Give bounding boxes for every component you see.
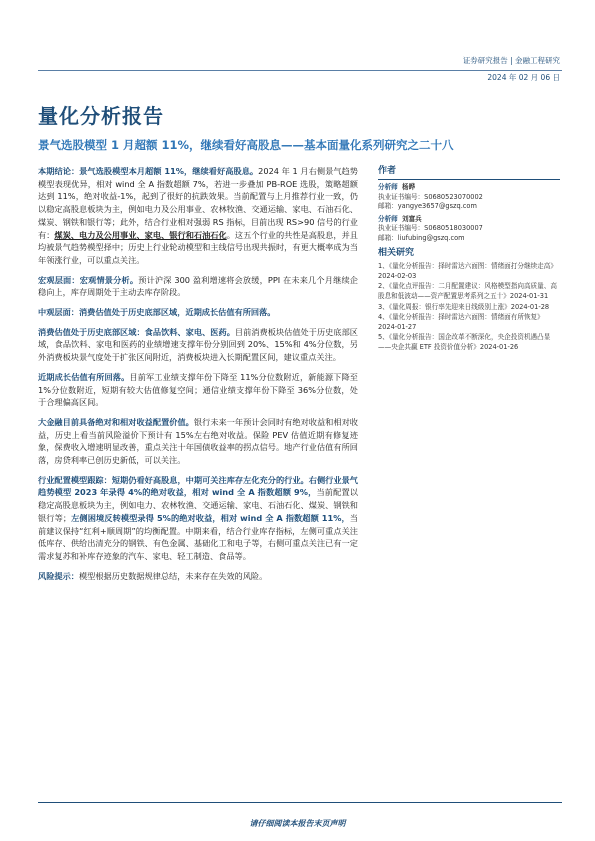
main-body bbox=[38, 165, 358, 589]
right-model-text: 当前配置以稳定高股息板块为主，例如电力、农林牧渔、交通运输、家电、石油石化、煤炭、钢铁和银行等； bbox=[38, 487, 358, 523]
paragraph-risk bbox=[38, 570, 358, 583]
header-divider bbox=[38, 70, 562, 71]
footer-divider bbox=[38, 802, 562, 803]
related-report[interactable]: 3、《量化周报：银行率先迎来日线级别上涨》2024-01-28 bbox=[378, 302, 550, 311]
consumer-text: 目前消费板块估值处于历史底部区域，食品饮料、家电和医药的业绩增速支撑年份分别回到 20%、15%和 4%分位数，另外消费板块景气度处于扩张区间附近，消费板块进入长期配置区间，建议重点关注。 bbox=[38, 326, 358, 363]
related-report[interactable]: 1、《量化分析报告：择时雷达六面图：情绪面打分继续走高》2024-02-03 bbox=[378, 262, 557, 280]
paragraph-meso bbox=[38, 306, 358, 319]
analyst-label: 分析师 bbox=[378, 214, 398, 223]
paragraph-macro bbox=[38, 274, 358, 299]
cert-label: 执业证书编号： bbox=[378, 192, 425, 201]
related-report[interactable]: 4、《量化分析报告：择时雷达六面图：情绪面有所恢复》2024-01-27 bbox=[378, 313, 544, 331]
macro-text: 预计沪深 300 盈利增速将会放缓，PPI 在未来几个月继续企稳向上，库存周期处于主动去库存阶段。 bbox=[38, 274, 358, 298]
authors-title: 作者 bbox=[378, 165, 560, 180]
consumer-heading: 消费估值处于历史底部区域：食品饮料、家电、医药。 bbox=[38, 326, 235, 337]
author-email[interactable]: yangye3657@gszq.com bbox=[397, 202, 477, 211]
paragraph-industry-model bbox=[38, 474, 358, 563]
cert-number: S0680518030007 bbox=[424, 224, 483, 233]
report-category: 证券研究报告 | 金融工程研究 bbox=[462, 56, 560, 65]
cert-number: S0680523070002 bbox=[424, 192, 483, 201]
macro-heading: 宏观层面：宏观情景分析。 bbox=[38, 274, 139, 285]
email-label: 邮箱： bbox=[378, 233, 398, 242]
analyst-label: 分析师 bbox=[378, 183, 398, 192]
author-block bbox=[378, 215, 560, 244]
risk-heading: 风险提示： bbox=[38, 570, 79, 581]
growth-heading: 近期成长估值有所回落。 bbox=[38, 371, 130, 382]
growth-text: 目前军工业绩支撑年份下降至 11%分位数附近，新能源下降至 1%分位数附近，短期有较大估值修复空间；通信业绩支撑年份下降至 36%分位数，处于合理偏高区间。 bbox=[38, 371, 358, 408]
author-block bbox=[378, 183, 560, 212]
paragraph-conclusion bbox=[38, 165, 358, 267]
related-report[interactable]: 2、《量化点评报告：二月配置建议：风格模型指向高质量、高股息和低波动——资产配置思考系列之五十》2024-01-31 bbox=[378, 282, 557, 301]
meso-heading: 中观层面：消费估值处于历史底部区域，近期成长估值有所回落。 bbox=[38, 307, 276, 318]
paragraph-finance bbox=[38, 416, 358, 467]
author-email[interactable]: liufubing@gszq.com bbox=[397, 233, 465, 242]
right-model-result: 右侧行业景气趋势模型 2023 年录得 4%的绝对收益，相对 wind 全 A 指数超额 9%， bbox=[38, 474, 358, 498]
footer-disclaimer: 请仔细阅读本报告末页声明 bbox=[249, 819, 346, 828]
author-name: 杨晔 bbox=[401, 183, 416, 192]
conclusion-text-tail: 。这五个行业的共性是高股息，并且均被景气趋势模型择中；历史上行业轮动模型和主线信号出现共振时，有更大概率成为当年领涨行业，可以重点关注。 bbox=[38, 229, 358, 265]
risk-text: 模型根据历史数据规律总结，未来存在失效的风险。 bbox=[78, 570, 268, 581]
conclusion-text: 2024 年 1 月右侧景气趋势模型表现优异，相对 wind 全 A 指数超额 7%，若进一步叠加 PB-ROE 选股，策略超额达到 11%，绝对收益-1%，起到了很好的抗跌效果。当前配置与上月推荐行业一致，仍以稳定高股息板块为主，例如电力及公用事业、农林牧渔、交通运输、家电、石油石化、煤炭、钢铁和银行等；此外，结合行业相对强弱 RS 指标，目前出现 RS>90 信号的行业有： bbox=[38, 166, 358, 240]
related-report[interactable]: 5、《量化分析报告：国企改革不断深化，央企投资机遇凸显——央企共赢 ETF 投资价值分析》2024-01-26 bbox=[378, 333, 551, 351]
finance-heading: 大金融目前具备绝对和相对收益配置价值。 bbox=[38, 416, 194, 427]
paragraph-growth bbox=[38, 371, 358, 409]
paragraph-consumer bbox=[38, 326, 358, 364]
left-model-result: 左侧困境反转模型录得 5%的绝对收益，相对 wind 全 A 指数超额 11%， bbox=[71, 512, 350, 523]
report-subtitle: 景气选股模型 1 月超额 11%，继续看好高股息——基本面量化系列研究之二十八 bbox=[38, 138, 454, 152]
conclusion-heading: 本期结论：景气选股模型本月超额 11%，继续看好高股息。 bbox=[38, 166, 259, 176]
finance-text: 银行未来一年预计会同时有绝对收益和相对收益，历史上看当前风险溢价下预计有 15%左右绝对收益。保险 PEV 估值近期有修复迹象，保费收入增速明显改善，重点关注十年国债收益率的拐点信号。地产行业估值有所回落，房贷利率已创历史新低，可以关注。 bbox=[38, 416, 358, 466]
email-label: 邮箱： bbox=[378, 202, 398, 211]
rs-industries: 煤炭、电力及公用事业、家电、银行和石油石化 bbox=[54, 229, 227, 240]
industry-model-heading: 行业配置模型跟踪：短期仍看好高股息，中期可关注库存左化充分的行业。 bbox=[38, 474, 309, 485]
related-research-title: 相关研究 bbox=[378, 248, 415, 259]
report-date: 2024 年 02 月 06 日 bbox=[487, 73, 560, 82]
author-name: 刘富兵 bbox=[401, 214, 422, 223]
sidebar bbox=[378, 165, 560, 353]
left-model-text: 当前建议保持“红利+顺周期”的均衡配置。中期来看，结合行业库存指标，左侧可重点关注低库存、供给出清充分的钢铁、有色金属、基础化工和电子等，右侧可重点关注已有一定需求复苏和补库存迹象的汽车、家电、轻工制造、食品等。 bbox=[38, 512, 358, 561]
report-title: 量化分析报告 bbox=[38, 104, 164, 128]
cert-label: 执业证书编号： bbox=[378, 224, 425, 233]
